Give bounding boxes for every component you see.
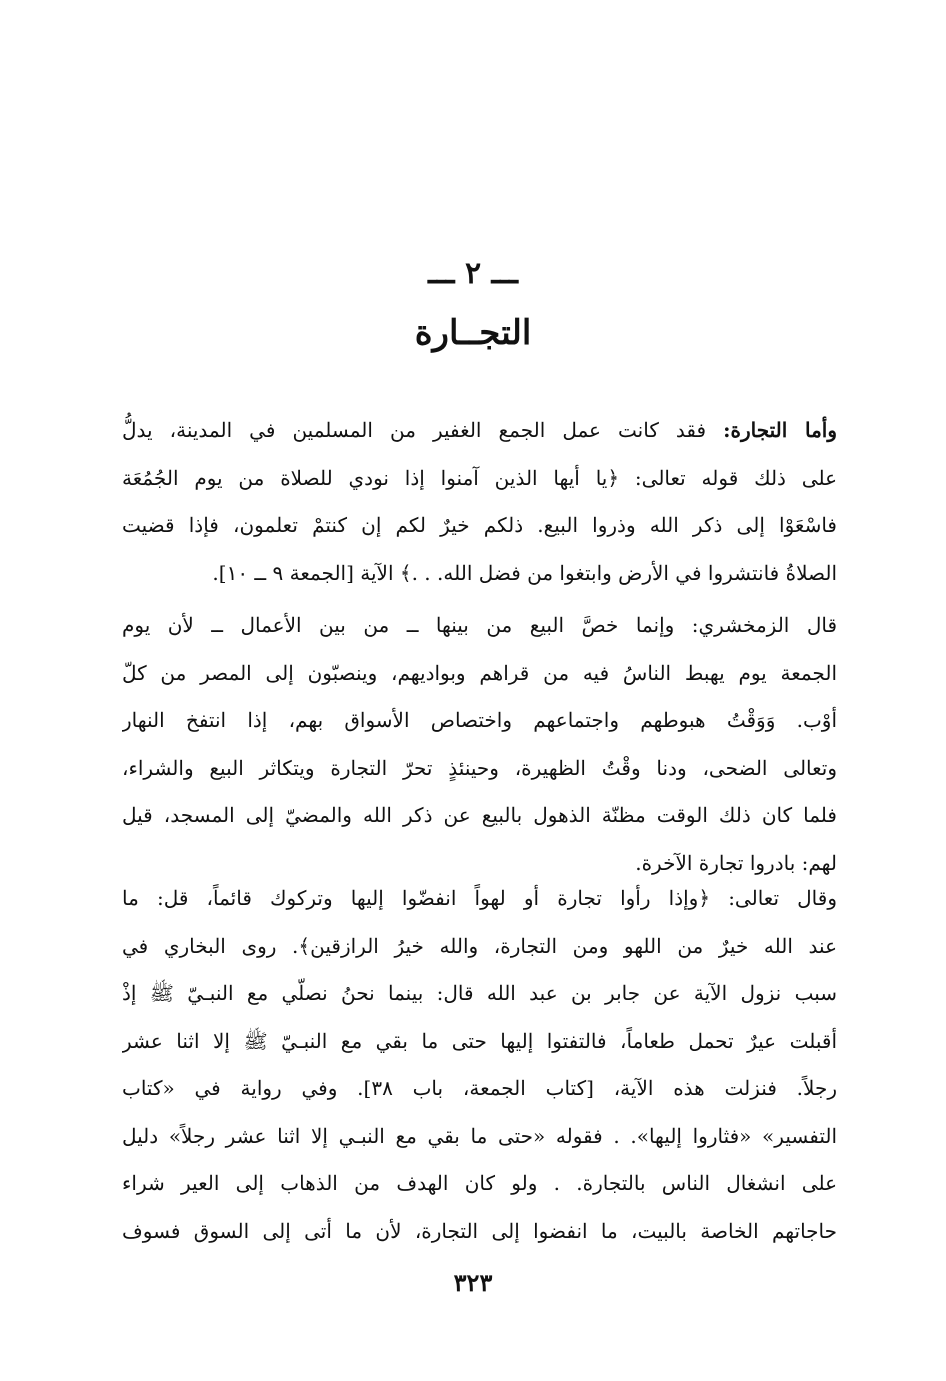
paragraph-trade-intro [122,407,837,597]
paragraph-verse-bukhari [122,875,837,1255]
text-line: لهم: بادروا تجارة الآخرة. [635,850,837,875]
text-line: وقال تعالى: ﴿وإذا رأوا تجارة أو لهواً انفضّوا إليها وتركوك قائماً، قل: ما [122,886,837,910]
text-line-content: فقد كانت عمل الجمع الغفير من المسلمين في المدينة، يدلُّ [122,418,724,442]
paragraph-zamakhshari [122,602,837,887]
text-line: على ذلك قوله تعالى: ﴿يا أيها الذين آمنوا إذا نودي للصلاة من يوم الجُمُعَة [122,465,837,490]
text-line: رجلاً. فنزلت هذه الآية، [كتاب الجمعة، باب ٣٨]. وفي رواية في «كتاب [122,1076,837,1100]
text-line: وتعالى الضحى، ودنا وقْتُ الظهيرة، وحينئذٍ تحرّ التجارة ويتكاثر البيع والشراء، [122,755,837,780]
text-line: فاسْعَوْا إلى ذكر الله وذروا البيع. ذلكم خيرٌ لكم إن كنتمْ تعلمون، فإذا قضيت [122,513,837,537]
page-number: ٣٢٣ [453,1268,493,1297]
text-line [122,407,837,455]
text-line: أوْب. وَوَقْتُ هبوطهم واجتماعهم واختصاص الأسواق بهم، إذا انتفخ النهار [122,708,837,732]
paragraph-lead: وأما التجارة: [723,418,837,442]
text-line: قال الزمخشري: وإنما خصَّ البيع من بينها ــ من بين الأعمال ــ لأن يوم [122,613,837,637]
text-line: الجمعة يوم يهبط الناسُ فيه من قراهم وبواديهم، وينصبّون إلى المصر من كلّ [122,660,837,685]
text-line: أقبلت عيرٌ تحمل طعاماً، فالتفتوا إليها حتى ما بقي مع النبـيّ ﷺ إلا اثنا عشر [122,1028,837,1053]
text-line: عند الله خيرٌ من اللهو ومن التجارة، والله خيرُ الرازقين﴾. روى البخاري في [122,933,837,958]
text-line: التفسير» «فثاروا إليها». . فقوله «حتى ما بقي مع النبـي إلا اثنا عشر رجلاً» دليل [122,1123,837,1148]
text-line: على انشغال الناس بالتجارة. . ولو كان الهدف من الذهاب إلى العير شراء [122,1171,837,1195]
chapter-number: ـــ ٢ ـــ [428,256,518,291]
chapter-title: التجــارة [414,313,532,353]
text-line: الصلاةُ فانتشروا في الأرض وابتغوا من فضل الله. . .﴾ الآية [الجمعة ٩ ــ ١٠]. [212,560,837,585]
text-line: فلما كان ذلك الوقت مظنّة الذهول بالبيع عن ذكر الله والمضيّ إلى المسجد، قيل [122,803,837,827]
text-line: سبب نزول الآية عن جابر بن عبد الله قال: بينما نحنُ نصلّي مع النبـيّ ﷺ إذْ [122,981,837,1005]
text-line: حاجاتهم الخاصة بالبيت، ما انفضوا إلى التجارة، لأن ما أتى إلى السوق فسوف [122,1218,837,1243]
